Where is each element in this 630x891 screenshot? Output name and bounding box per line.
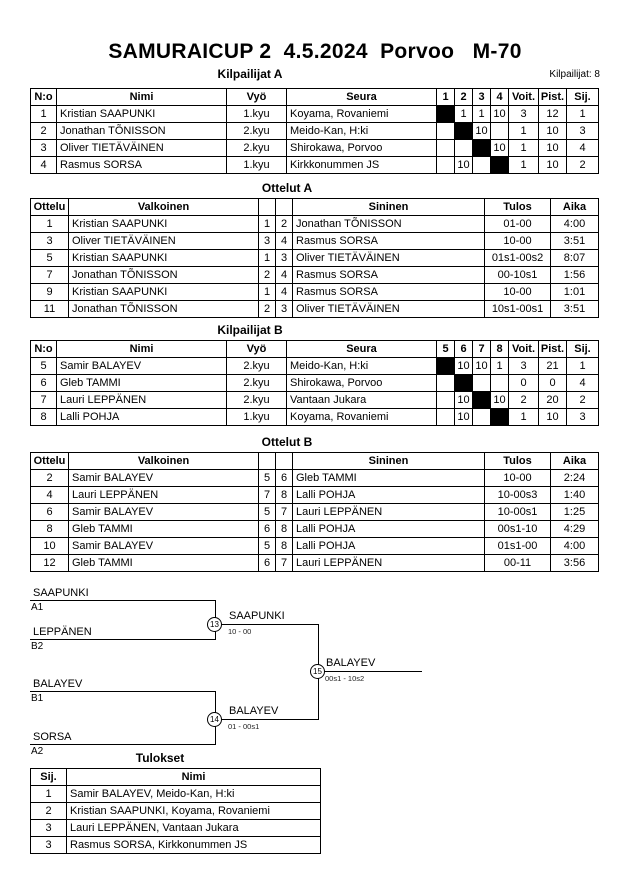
col-header-match: Ottelu (31, 453, 69, 470)
result-cell (491, 375, 509, 392)
competitor-club: Shirokawa, Porvoo (287, 375, 437, 392)
blue-name: Rasmus SORSA (293, 233, 485, 250)
blue-name: Rasmus SORSA (293, 267, 485, 284)
competitor-belt: 2.kyu (227, 392, 287, 409)
match-result: 00-11 (485, 555, 551, 572)
match-time: 1:40 (551, 487, 599, 504)
table-row (31, 233, 599, 250)
col-header-name: Nimi (57, 89, 227, 106)
bracket-line (30, 744, 216, 745)
competitor-belt: 2.kyu (227, 123, 287, 140)
white-name: Samir BALAYEV (69, 504, 259, 521)
wins-cell: 3 (509, 106, 539, 123)
competitor-belt: 1.kyu (227, 409, 287, 426)
match-number: 12 (31, 555, 69, 572)
col-header-place: Sij. (567, 89, 599, 106)
matches-b-table (30, 452, 599, 572)
blue-number: 4 (276, 284, 293, 301)
match-number: 5 (31, 250, 69, 267)
self-cell (491, 157, 509, 174)
col-header-blue: Sininen (293, 199, 485, 216)
blue-number: 4 (276, 233, 293, 250)
table-row (31, 106, 599, 123)
bracket-match-circle: 13 (207, 617, 222, 632)
col-header-no: N:o (31, 341, 57, 358)
pool-b-table (30, 340, 599, 426)
place-cell: 3 (31, 820, 67, 837)
result-cell (437, 392, 455, 409)
match-result: 10-00 (485, 233, 551, 250)
competitor-name: Gleb TAMMI (57, 375, 227, 392)
col-header-time: Aika (551, 199, 599, 216)
white-name: Jonathan TÕNISSON (69, 301, 259, 318)
blue-number: 8 (276, 538, 293, 555)
result-cell (491, 123, 509, 140)
col-header-wins: Voit. (509, 89, 539, 106)
wins-cell: 2 (509, 392, 539, 409)
points-cell: 10 (539, 123, 567, 140)
match-time: 3:51 (551, 301, 599, 318)
match-time: 3:56 (551, 555, 599, 572)
match-time: 3:51 (551, 233, 599, 250)
match-number: 1 (31, 216, 69, 233)
pool-a-table (30, 88, 599, 174)
blue-number: 3 (276, 250, 293, 267)
results-heading: Tulokset (135, 751, 185, 765)
result-cell: 10 (491, 106, 509, 123)
match-time: 1:56 (551, 267, 599, 284)
result-cell (473, 375, 491, 392)
col-header-3: 3 (473, 89, 491, 106)
col-header-name: Nimi (57, 341, 227, 358)
col-header-wins: Voit. (509, 341, 539, 358)
result-cell: 1 (455, 106, 473, 123)
pool-b-heading: Kilpailijat B (217, 323, 283, 337)
competitor-number: 2 (31, 123, 57, 140)
place-cell: 1 (567, 358, 599, 375)
match-result: 00s1-10 (485, 521, 551, 538)
col-header-2: 2 (455, 89, 473, 106)
result-cell: 10 (455, 358, 473, 375)
wins-cell: 1 (509, 409, 539, 426)
bracket-line (215, 719, 319, 720)
bracket-line (30, 691, 216, 692)
col-header-match: Ottelu (31, 199, 69, 216)
bracket-seed: A2 (31, 746, 44, 757)
place-cell: 3 (567, 409, 599, 426)
self-cell (455, 375, 473, 392)
points-cell: 10 (539, 409, 567, 426)
wins-cell: 1 (509, 140, 539, 157)
match-result: 10s1-00s1 (485, 301, 551, 318)
col-header-8: 8 (491, 341, 509, 358)
blue-number: 6 (276, 470, 293, 487)
table-row (31, 555, 599, 572)
bracket-player-name: SORSA (33, 731, 72, 743)
table-row (31, 216, 599, 233)
result-cell: 1 (491, 358, 509, 375)
col-header-time: Aika (551, 453, 599, 470)
bracket-match-circle: 14 (207, 712, 222, 727)
col-header-4: 4 (491, 89, 509, 106)
white-name: Samir BALAYEV (69, 470, 259, 487)
white-number: 6 (259, 521, 276, 538)
self-cell (437, 106, 455, 123)
table-row (31, 521, 599, 538)
white-name: Gleb TAMMI (69, 555, 259, 572)
bracket-winner-name: BALAYEV (326, 657, 376, 669)
white-number: 3 (259, 233, 276, 250)
competitor-club: Meido-Kan, H:ki (287, 358, 437, 375)
header-row (31, 199, 599, 216)
col-header-place: Sij. (31, 769, 67, 786)
blue-name: Oliver TIETÄVÄINEN (293, 301, 485, 318)
table-row (31, 837, 321, 854)
place-cell: 3 (31, 837, 67, 854)
blue-name: Lauri LEPPÄNEN (293, 504, 485, 521)
header-row (31, 453, 599, 470)
competitor-club: Meido-Kan, H:ki (287, 123, 437, 140)
self-cell (437, 358, 455, 375)
table-row (31, 250, 599, 267)
result-cell: 10 (491, 140, 509, 157)
white-name: Jonathan TÕNISSON (69, 267, 259, 284)
place-cell: 3 (567, 123, 599, 140)
bracket-seed: B1 (31, 693, 44, 704)
pool-a-heading: Kilpailijat A (217, 67, 283, 81)
table-row (31, 284, 599, 301)
place-cell: 2 (567, 392, 599, 409)
col-header-result: Tulos (485, 453, 551, 470)
bracket-player-name: LEPPÄNEN (33, 626, 92, 638)
competitor-name: Rasmus SORSA (57, 157, 227, 174)
competitor-belt: 2.kyu (227, 375, 287, 392)
place-cell: 4 (567, 375, 599, 392)
match-time: 4:00 (551, 216, 599, 233)
competitor-name: Samir BALAYEV (57, 358, 227, 375)
result-cell (473, 157, 491, 174)
bracket-winner-name: SAAPUNKI (229, 610, 285, 622)
match-time: 2:24 (551, 470, 599, 487)
self-cell (455, 123, 473, 140)
col-header-belt: Vyö (227, 89, 287, 106)
table-row (31, 487, 599, 504)
white-name: Kristian SAAPUNKI (69, 216, 259, 233)
match-number: 2 (31, 470, 69, 487)
col-header-club: Seura (287, 89, 437, 106)
match-result: 10-00s1 (485, 504, 551, 521)
result-cell (437, 375, 455, 392)
white-name: Lauri LEPPÄNEN (69, 487, 259, 504)
points-cell: 12 (539, 106, 567, 123)
white-number: 6 (259, 555, 276, 572)
white-number: 5 (259, 538, 276, 555)
place-cell: 2 (31, 803, 67, 820)
col-header-no: N:o (31, 89, 57, 106)
match-number: 10 (31, 538, 69, 555)
results-table (30, 768, 321, 854)
bracket-winner-name: BALAYEV (229, 705, 279, 717)
table-row (31, 358, 599, 375)
match-result: 00-10s1 (485, 267, 551, 284)
result-cell: 1 (473, 106, 491, 123)
competitor-belt: 1.kyu (227, 106, 287, 123)
competitor-number: 7 (31, 392, 57, 409)
col-header-name: Nimi (67, 769, 321, 786)
match-number: 7 (31, 267, 69, 284)
result-name: Kristian SAAPUNKI, Koyama, Rovaniemi (67, 803, 321, 820)
col-header-white: Valkoinen (69, 453, 259, 470)
col-header-blue-no (276, 199, 293, 216)
bracket-score: 00s1 - 10s2 (325, 674, 365, 683)
wins-cell: 1 (509, 157, 539, 174)
blue-name: Gleb TAMMI (293, 470, 485, 487)
col-header-result: Tulos (485, 199, 551, 216)
blue-number: 2 (276, 216, 293, 233)
result-cell (437, 157, 455, 174)
competitor-name: Lalli POHJA (57, 409, 227, 426)
wins-cell: 0 (509, 375, 539, 392)
table-row (31, 267, 599, 284)
result-cell (437, 123, 455, 140)
result-cell: 10 (473, 123, 491, 140)
result-cell: 10 (455, 409, 473, 426)
match-number: 9 (31, 284, 69, 301)
place-cell: 1 (31, 786, 67, 803)
self-cell (473, 140, 491, 157)
place-cell: 4 (567, 140, 599, 157)
competitor-name: Oliver TIETÄVÄINEN (57, 140, 227, 157)
col-header-white-no (259, 453, 276, 470)
points-cell: 20 (539, 392, 567, 409)
competitor-club: Vantaan Jukara (287, 392, 437, 409)
competitor-belt: 2.kyu (227, 140, 287, 157)
bracket-line (318, 671, 422, 672)
match-result: 10-00 (485, 470, 551, 487)
competitor-club: Koyama, Rovaniemi (287, 106, 437, 123)
competitor-number: 4 (31, 157, 57, 174)
match-result: 01-00 (485, 216, 551, 233)
header-row (31, 341, 599, 358)
competitor-belt: 2.kyu (227, 358, 287, 375)
blue-name: Jonathan TÕNISSON (293, 216, 485, 233)
result-cell: 10 (455, 392, 473, 409)
points-cell: 10 (539, 140, 567, 157)
competitor-number: 8 (31, 409, 57, 426)
result-cell (437, 140, 455, 157)
match-number: 11 (31, 301, 69, 318)
competitor-club: Koyama, Rovaniemi (287, 409, 437, 426)
col-header-place: Sij. (567, 341, 599, 358)
table-row (31, 409, 599, 426)
table-row (31, 470, 599, 487)
result-cell: 10 (491, 392, 509, 409)
table-row (31, 392, 599, 409)
white-name: Kristian SAAPUNKI (69, 250, 259, 267)
white-number: 2 (259, 267, 276, 284)
result-cell (473, 409, 491, 426)
wins-cell: 1 (509, 123, 539, 140)
table-row (31, 538, 599, 555)
result-name: Lauri LEPPÄNEN, Vantaan Jukara (67, 820, 321, 837)
competitor-number: 3 (31, 140, 57, 157)
match-time: 8:07 (551, 250, 599, 267)
competitor-name: Jonathan TÕNISSON (57, 123, 227, 140)
blue-name: Lalli POHJA (293, 521, 485, 538)
competitors-count: Kilpailijat: 8 (549, 69, 600, 80)
bracket-score: 10 - 00 (228, 627, 252, 636)
col-header-6: 6 (455, 341, 473, 358)
result-name: Rasmus SORSA, Kirkkonummen JS (67, 837, 321, 854)
matches-a-table (30, 198, 599, 318)
blue-name: Oliver TIETÄVÄINEN (293, 250, 485, 267)
points-cell: 21 (539, 358, 567, 375)
competitor-number: 5 (31, 358, 57, 375)
competitor-number: 1 (31, 106, 57, 123)
place-cell: 2 (567, 157, 599, 174)
col-header-7: 7 (473, 341, 491, 358)
result-cell (437, 409, 455, 426)
table-row (31, 157, 599, 174)
points-cell: 0 (539, 375, 567, 392)
col-header-blue-no (276, 453, 293, 470)
white-name: Gleb TAMMI (69, 521, 259, 538)
competitor-name: Lauri LEPPÄNEN (57, 392, 227, 409)
col-header-5: 5 (437, 341, 455, 358)
bracket-player-name: SAAPUNKI (33, 587, 89, 599)
self-cell (473, 392, 491, 409)
white-number: 1 (259, 284, 276, 301)
blue-name: Lalli POHJA (293, 487, 485, 504)
matches-b-heading: Ottelut B (261, 435, 313, 449)
self-cell (491, 409, 509, 426)
match-result: 01s1-00s2 (485, 250, 551, 267)
bracket-match-circle: 15 (310, 664, 325, 679)
white-name: Oliver TIETÄVÄINEN (69, 233, 259, 250)
wins-cell: 3 (509, 358, 539, 375)
bracket-line (30, 600, 216, 601)
blue-number: 8 (276, 487, 293, 504)
match-number: 8 (31, 521, 69, 538)
points-cell: 10 (539, 157, 567, 174)
match-time: 1:01 (551, 284, 599, 301)
competitor-club: Kirkkonummen JS (287, 157, 437, 174)
header-row (31, 89, 599, 106)
bracket-line (30, 639, 216, 640)
header-row (31, 769, 321, 786)
blue-number: 8 (276, 521, 293, 538)
match-time: 4:29 (551, 521, 599, 538)
bracket-score: 01 - 00s1 (228, 722, 260, 731)
white-number: 1 (259, 250, 276, 267)
match-number: 3 (31, 233, 69, 250)
white-name: Kristian SAAPUNKI (69, 284, 259, 301)
result-cell: 10 (473, 358, 491, 375)
page-title: SAMURAICUP 2 4.5.2024 Porvoo M-70 (108, 40, 522, 63)
table-row (31, 504, 599, 521)
white-number: 2 (259, 301, 276, 318)
table-row (31, 123, 599, 140)
blue-number: 4 (276, 267, 293, 284)
table-row (31, 375, 599, 392)
blue-name: Lalli POHJA (293, 538, 485, 555)
bracket-seed: B2 (31, 641, 44, 652)
table-row (31, 803, 321, 820)
col-header-points: Pist. (539, 341, 567, 358)
white-name: Samir BALAYEV (69, 538, 259, 555)
competitor-number: 6 (31, 375, 57, 392)
bracket-player-name: BALAYEV (33, 678, 83, 690)
result-cell (455, 140, 473, 157)
blue-number: 7 (276, 504, 293, 521)
competitor-club: Shirokawa, Porvoo (287, 140, 437, 157)
match-result: 10-00s3 (485, 487, 551, 504)
col-header-1: 1 (437, 89, 455, 106)
col-header-points: Pist. (539, 89, 567, 106)
matches-a-heading: Ottelut A (261, 181, 313, 195)
match-result: 01s1-00 (485, 538, 551, 555)
result-name: Samir BALAYEV, Meido-Kan, H:ki (67, 786, 321, 803)
col-header-blue: Sininen (293, 453, 485, 470)
col-header-club: Seura (287, 341, 437, 358)
table-row (31, 786, 321, 803)
competitor-name: Kristian SAAPUNKI (57, 106, 227, 123)
blue-number: 7 (276, 555, 293, 572)
result-cell: 10 (455, 157, 473, 174)
match-result: 10-00 (485, 284, 551, 301)
white-number: 5 (259, 470, 276, 487)
col-header-white: Valkoinen (69, 199, 259, 216)
bracket-seed: A1 (31, 602, 44, 613)
col-header-white-no (259, 199, 276, 216)
match-number: 4 (31, 487, 69, 504)
white-number: 1 (259, 216, 276, 233)
blue-number: 3 (276, 301, 293, 318)
col-header-belt: Vyö (227, 341, 287, 358)
table-row (31, 301, 599, 318)
table-row (31, 820, 321, 837)
match-number: 6 (31, 504, 69, 521)
white-number: 7 (259, 487, 276, 504)
place-cell: 1 (567, 106, 599, 123)
blue-name: Lauri LEPPÄNEN (293, 555, 485, 572)
competitor-belt: 1.kyu (227, 157, 287, 174)
table-row (31, 140, 599, 157)
match-time: 4:00 (551, 538, 599, 555)
bracket-line (215, 624, 319, 625)
blue-name: Rasmus SORSA (293, 284, 485, 301)
white-number: 5 (259, 504, 276, 521)
match-time: 1:25 (551, 504, 599, 521)
